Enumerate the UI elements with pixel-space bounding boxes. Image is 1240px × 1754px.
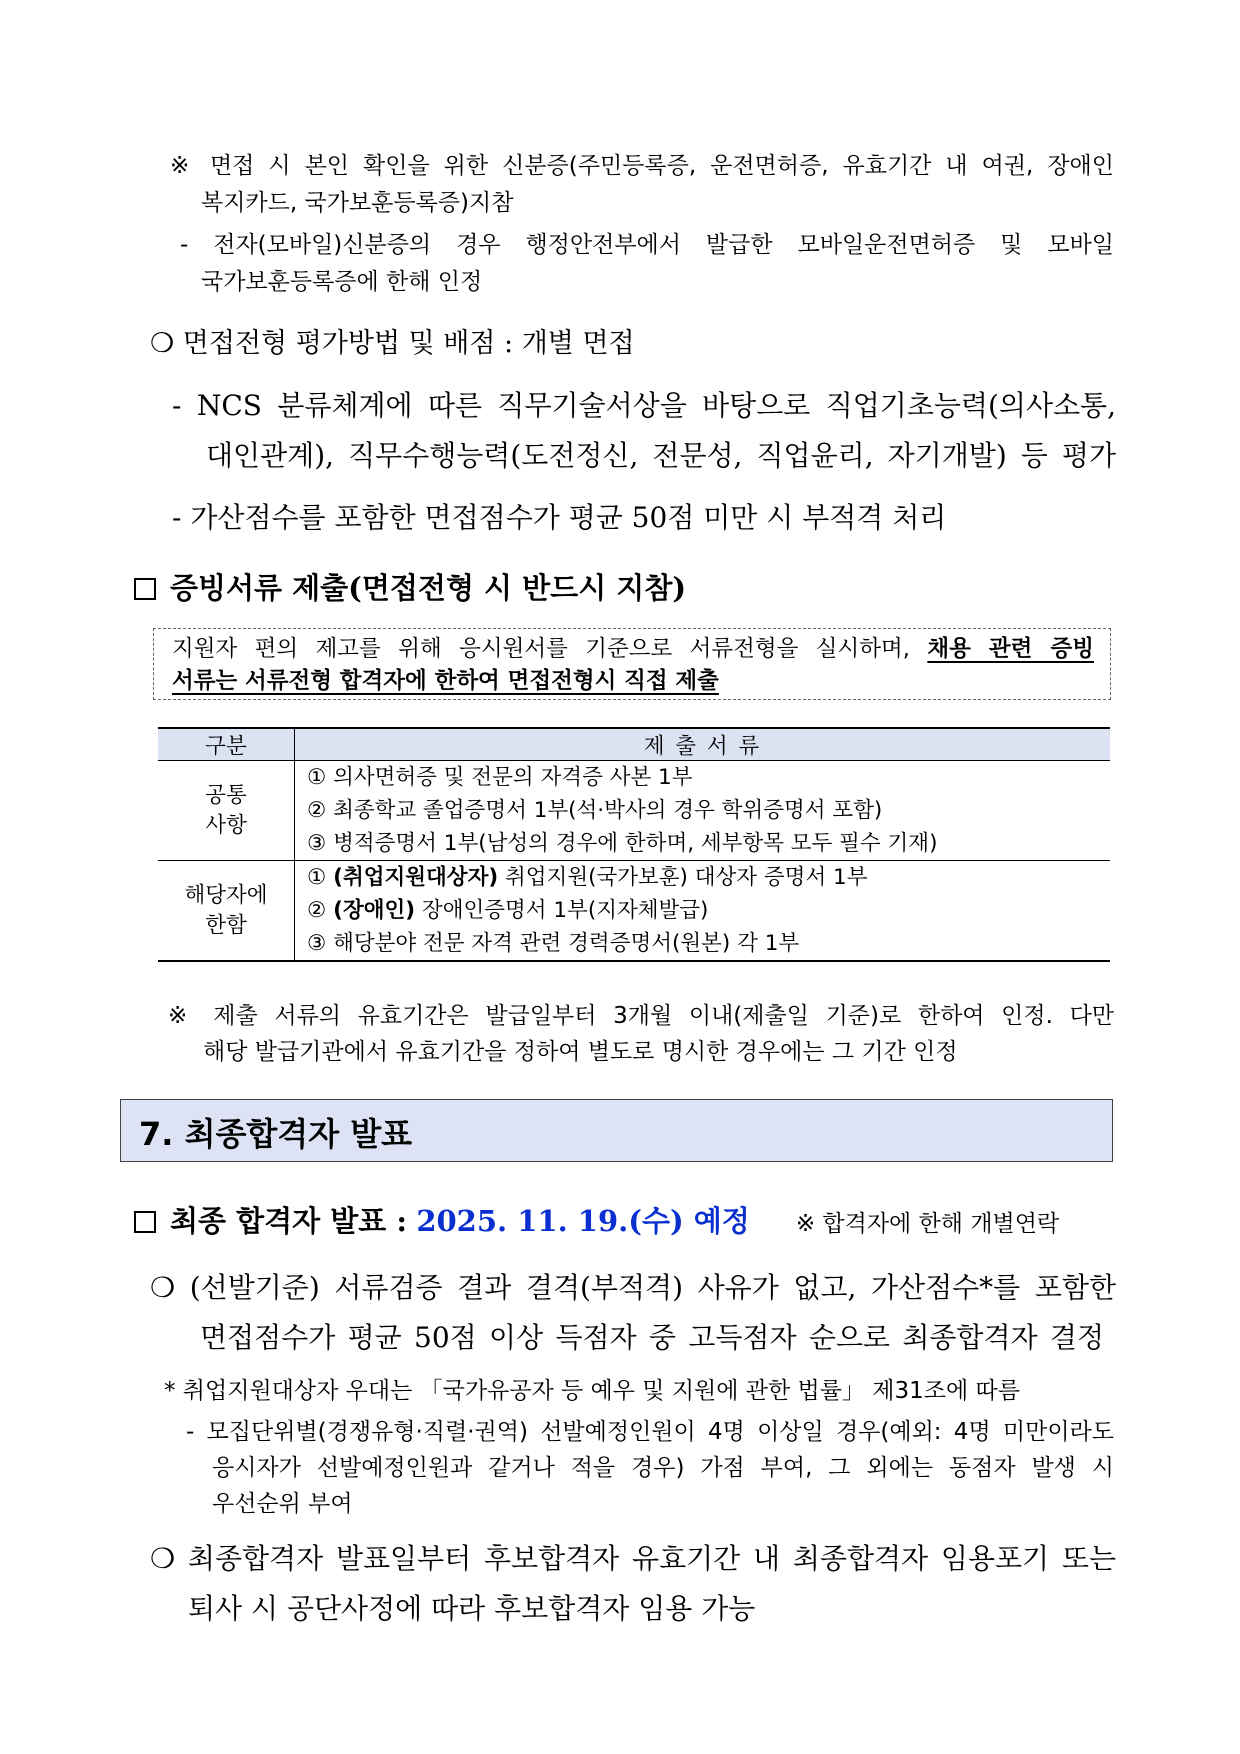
section-7-header <box>120 1099 1113 1162</box>
applicable-item <box>295 894 1110 927</box>
criteria-line1: ❍ (선발기준) 서류검증 결과 결격(부적격) 사유가 없고, 가산점수*를 포함한 <box>150 1271 1116 1304</box>
validity-note-line2: 해당 발급기관에서 유효기간을 정하여 별도로 명시한 경우에는 그 기간 인정 <box>203 1039 958 1065</box>
applicable-label-2: 한함 <box>205 912 247 938</box>
recruit-line3: 우선순위 부여 <box>212 1491 353 1517</box>
footnote-line: * 취업지원대상자 우대는 「국가유공자 등 예우 및 지원에 관한 법률」 제31조에 따름 <box>164 1378 1020 1404</box>
notice-line2-underlined: 서류는 서류전형 합격자에 한하여 면접전형시 직접 제출 <box>172 668 719 694</box>
documents-table <box>158 727 1110 962</box>
applicable-item <box>295 927 1110 960</box>
interview-ncs-line1: - NCS 분류체계에 따른 직무기술서상을 바탕으로 직업기초능력(의사소통, <box>172 389 1116 422</box>
checkbox-square-icon <box>134 1211 156 1233</box>
common-items-cell <box>295 761 1111 861</box>
table-header-row <box>158 728 1110 761</box>
applicable-item <box>295 861 1110 894</box>
common-label-1: 공통 <box>205 782 247 808</box>
notice-line1-underlined: 채용 관련 증빙 <box>927 636 1094 662</box>
notice-line1-text: 지원자 편의 제고를 위해 응시원서를 기준으로 서류전형을 실시하며, <box>172 636 910 662</box>
notice-line1 <box>172 632 1094 666</box>
common-item: ③ 병적증명서 1부(남성의 경우에 한하며, 세부항목 모두 필수 기재) <box>307 831 938 856</box>
announce-date: 2025. 11. 19.(수) 예정 <box>416 1204 750 1238</box>
interview-method-heading: ❍ 면접전형 평가방법 및 배점 : 개별 면접 <box>150 328 635 359</box>
item-bold-label: (취업지원대상자) <box>333 865 499 890</box>
table-row-common <box>158 761 1110 861</box>
checkbox-square-icon <box>134 578 156 600</box>
announce-label: 최종 합격자 발표 : <box>170 1204 408 1238</box>
item-text: 취업지원(국가보훈) 대상자 증명서 1부 <box>498 865 868 890</box>
item-number: ① <box>307 865 327 890</box>
common-item: ② 최종학교 졸업증명서 1부(석·박사의 경우 학위증명서 포함) <box>307 798 883 823</box>
applicable-items-cell <box>295 861 1111 962</box>
mobile-id-note-line2: 국가보훈등록증에 한해 인정 <box>201 269 483 295</box>
announce-note: ※ 합격자에 한해 개별연락 <box>795 1211 1060 1237</box>
applicable-label-1: 해당자에 <box>184 882 268 908</box>
reserve-line2: 퇴사 시 공단사정에 따라 후보합격자 임용 가능 <box>188 1592 756 1625</box>
item-number: ③ <box>307 931 327 956</box>
criteria-line2: 면접점수가 평균 50점 이상 득점자 중 고득점자 순으로 최종합격자 결정 <box>200 1321 1104 1354</box>
reserve-line1: ❍ 최종합격자 발표일부터 후보합격자 유효기간 내 최종합격자 임용포기 또는 <box>150 1542 1116 1575</box>
table-header-documents: 제 출 서 류 <box>295 728 1111 761</box>
table-row-applicable <box>158 861 1110 962</box>
item-text: 해당분야 전문 자격 관련 경력증명서(원본) 각 1부 <box>333 931 800 956</box>
documents-heading-text: 증빙서류 제출(면접전형 시 반드시 지참) <box>170 571 687 605</box>
recruit-line2: 응시자가 선발예정인원과 같거나 적을 경우) 가점 부여, 그 외에는 동점자 발생 시 <box>212 1455 1114 1481</box>
item-number: ② <box>307 898 327 923</box>
common-category-cell <box>158 761 295 861</box>
mobile-id-note-line1: - 전자(모바일)신분증의 경우 행정안전부에서 발급한 모바일운전면허증 및 모바일 <box>180 232 1114 258</box>
id-note-line2: 복지카드, 국가보훈등록증)지참 <box>201 190 514 216</box>
applicable-category-cell <box>158 861 295 962</box>
common-label-2: 사항 <box>205 812 247 838</box>
notice-line2 <box>172 664 1094 698</box>
documents-heading <box>134 566 686 610</box>
item-text: 장애인증명서 1부(지자체발급) <box>415 898 709 923</box>
documents-notice-box <box>153 628 1111 700</box>
item-bold-label: (장애인) <box>333 898 416 923</box>
section-7-title: 7. 최종합격자 발표 <box>139 1115 413 1153</box>
table-header-category: 구분 <box>158 728 295 761</box>
interview-fail-line: - 가산점수를 포함한 면접점수가 평균 50점 미만 시 부적격 처리 <box>172 501 947 534</box>
interview-ncs-line2: 대인관계), 직무수행능력(도전정신, 전문성, 직업윤리, 자기개발) 등 평가 <box>206 439 1116 472</box>
validity-note-line1: ※ 제출 서류의 유효기간은 발급일부터 3개월 이내(제출일 기준)로 한하여 인정. 다만 <box>168 1003 1114 1029</box>
common-item: ① 의사면허증 및 전문의 자격증 사본 1부 <box>307 765 693 790</box>
id-note-line1: ※ 면접 시 본인 확인을 위한 신분증(주민등록증, 운전면허증, 유효기간 내 여권, 장애인 <box>170 153 1114 179</box>
announce-line <box>134 1199 1059 1246</box>
recruit-line1: - 모집단위별(경쟁유형·직렬·권역) 선발예정인원이 4명 이상일 경우(예외: 4명 미만이라도 <box>186 1419 1114 1445</box>
